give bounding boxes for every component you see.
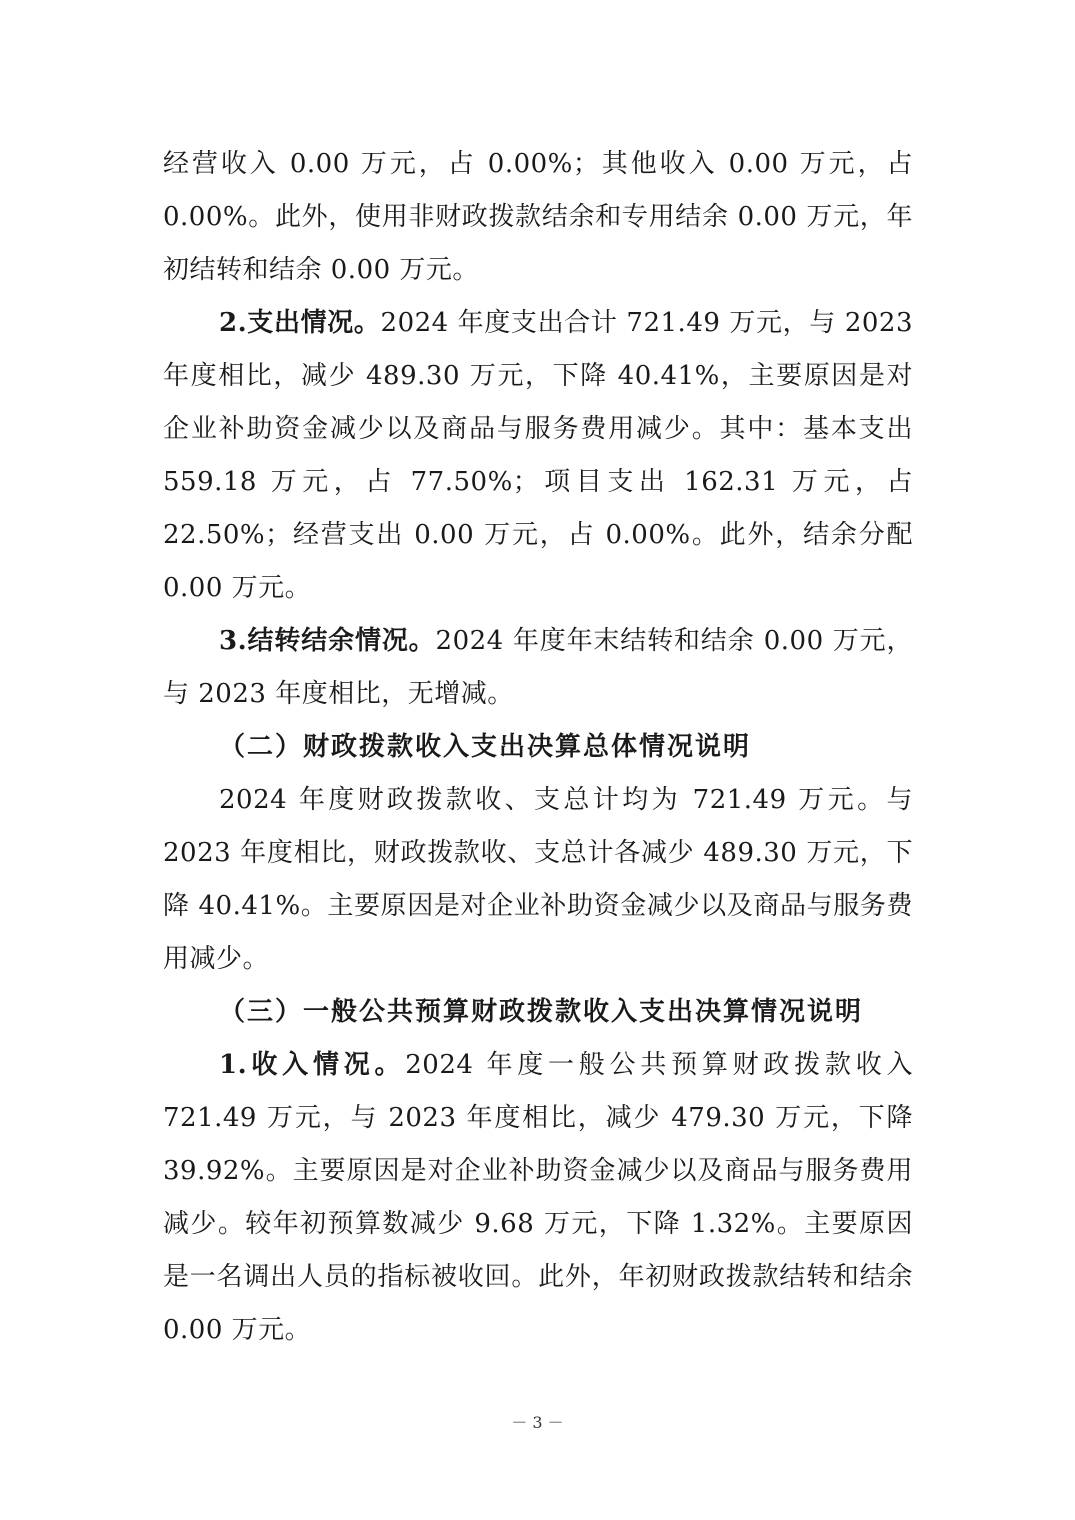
section-heading-general-budget: （三）一般公共预算财政拨款收入支出决算情况说明 [219,997,864,1027]
paragraph-lead-expenditure: 2.支出情况。 [219,308,381,338]
section-heading-fiscal-overview: （二）财政拨款收入支出决算总体情况说明 [219,732,752,762]
paragraph-income-continued: 经营收入 0.00 万元，占 0.00%；其他收入 0.00 万元，占 0.00%。此外，使用非财政拨款结余和专用结余 0.00 万元，年初结转和结余 0.00 万元。 [163,149,913,285]
paragraph-text-carryover: 2024 年度年末结转和结余 0.00 万元，与 2023 年度相比，无增减。 [163,626,913,709]
paragraph-text-expenditure: 2024 年度支出合计 721.49 万元，与 2023 年度相比，减少 489.30 万元，下降 40.41%，主要原因是对企业补助资金减少以及商品与服务费用减少。其中：基本支出 559.18 万元，占 77.50%；项目支出 162.31 万元，占 22.50%；经营支出 0.00 万元，占 0.00%。此外，结余分配 0.00 万元。 [163,308,913,603]
document-body [163,138,913,1357]
paragraph-expenditure [163,297,913,615]
paragraph-lead-carryover: 3.结转结余情况。 [219,626,436,656]
paragraph-lead-income: 1.收入情况。 [219,1050,406,1080]
page-number: － 3 － [511,1413,564,1432]
paragraph-text-income: 2024 年度一般公共预算财政拨款收入 721.49 万元，与 2023 年度相比，减少 479.30 万元，下降 39.92%。主要原因是对企业补助资金减少以及商品与服务费用减少。较年初预算数减少 9.68 万元，下降 1.32%。主要原因是一名调出人员的指标被收回。此外，年初财政拨款结转和结余 0.00 万元。 [163,1050,913,1345]
paragraph-general-budget-income [163,1039,913,1357]
paragraph-fiscal-overview: 2024 年度财政拨款收、支总计均为 721.49 万元。与 2023 年度相比，财政拨款收、支总计各减少 489.30 万元，下降 40.41%。主要原因是对企业补助资金减少以及商品与服务费用减少。 [163,785,913,974]
paragraph-carryover [163,615,913,721]
